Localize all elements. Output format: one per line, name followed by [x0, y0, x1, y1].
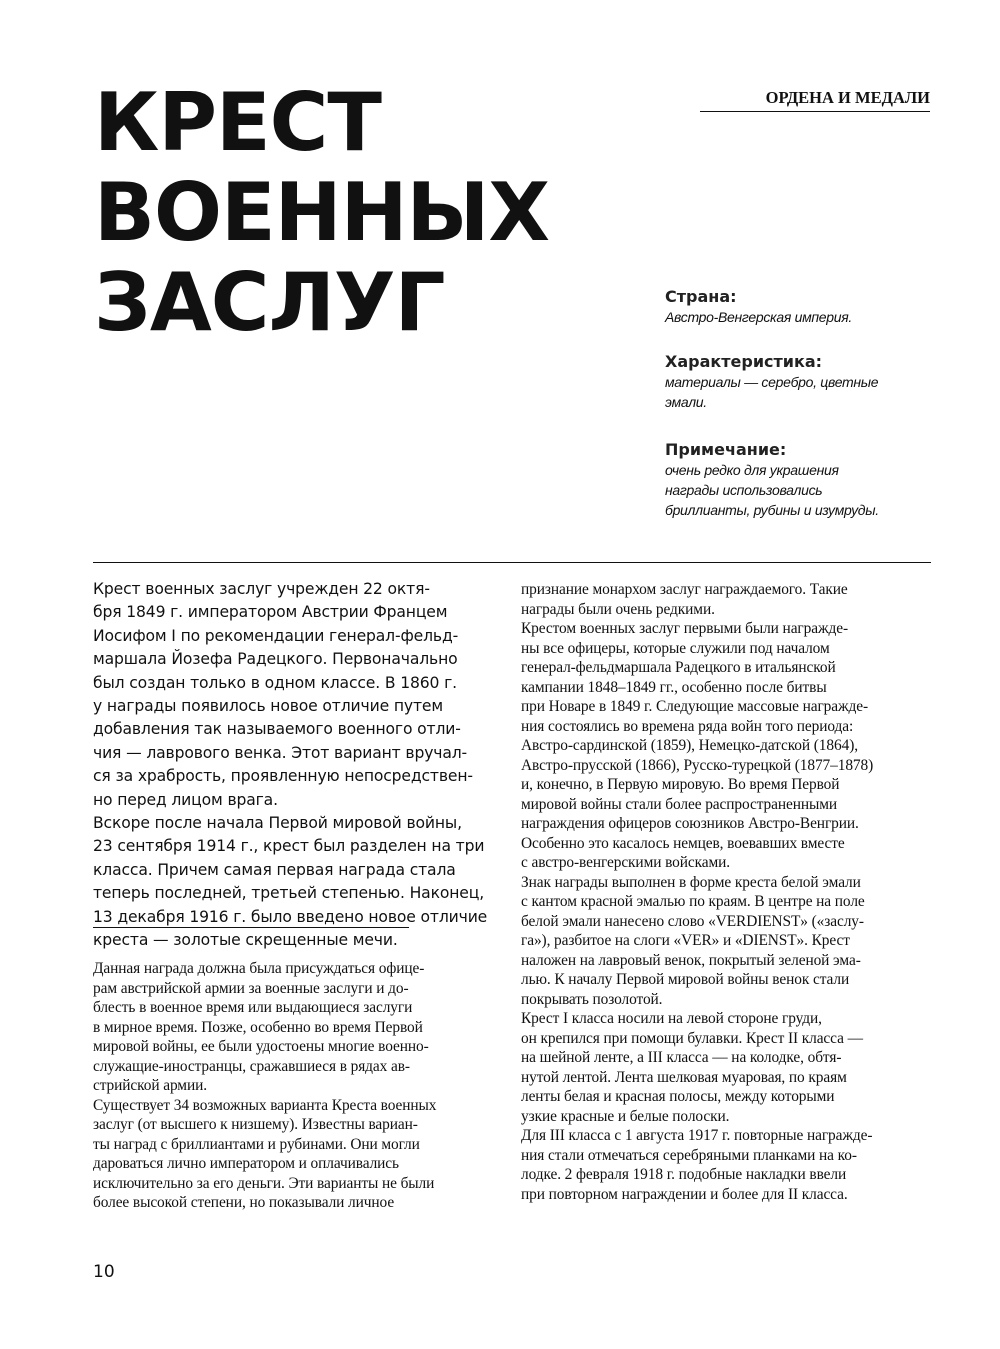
body-line: узкие красные и белые полоски.: [521, 1107, 730, 1125]
body-line: мировой войны стали более распространенными: [521, 795, 838, 813]
lead-divider-rule: [93, 927, 409, 928]
body-line: ты наград с бриллиантами и рубинами. Они могли: [93, 1135, 420, 1153]
body-line: лодке. 2 февраля 1918 г. подобные накладки ввели: [521, 1166, 847, 1183]
fact-heading: Характеристика:: [665, 352, 823, 371]
lead-line: 13 декабря 1916 г. было введено новое отличие: [93, 907, 488, 926]
fact-value: очень редко для украшения: [665, 462, 839, 478]
body-line: Австро-прусской (1866), Русско-турецкой (1877–1878): [521, 756, 874, 774]
lead-line: но перед лицом врага.: [93, 790, 278, 809]
body-line: на шейной ленте, а III класса — на колодке, обтя-: [521, 1049, 842, 1066]
title-line: ВОЕННЫХ: [94, 166, 550, 259]
lead-line: маршала Йозефа Радецкого. Первоначально: [93, 650, 458, 669]
lead-line: класса. Причем самая первая награда стала: [93, 860, 456, 879]
lead-paragraph: [93, 578, 513, 953]
fact-country: [665, 287, 945, 327]
body-line: при Новаре в 1849 г. Следующие массовые награжде-: [521, 698, 869, 715]
body-line: и, конечно, в Первую мировую. Во время Первой: [521, 776, 840, 793]
lead-line: Вскоре после начала Первой мировой войны,: [93, 814, 462, 833]
body-line: награды были очень редкими.: [521, 600, 715, 618]
body-line: нутой лентой. Лента шелковая муаровая, по краям: [521, 1068, 847, 1086]
body-line: Австро-сардинской (1859), Немецко-датской (1864),: [521, 737, 858, 754]
body-line: он крепился при помощи булавки. Крест II класса —: [521, 1029, 863, 1047]
title-line: ЗАСЛУГ: [94, 256, 445, 349]
lead-line: был создан только в одном классе. В 1860 г.: [93, 673, 457, 692]
fact-heading: Страна:: [665, 287, 737, 306]
page-title: [94, 78, 614, 348]
lead-line: 23 сентября 1914 г., крест был разделен на три: [93, 837, 485, 856]
lead-line: Крест военных заслуг учрежден 22 октя-: [93, 580, 430, 598]
body-line: в мирное время. Позже, особенно во время Первой: [93, 1018, 423, 1036]
body-line: ленты белая и красная полосы, между которыми: [521, 1088, 835, 1105]
body-line: мировой войны, ее были удостоены многие военно-: [93, 1038, 429, 1055]
fact-characteristics: [665, 352, 945, 412]
lead-line: креста — золотые скрещенные мечи.: [93, 931, 398, 950]
body-line: покрывать позолотой.: [521, 990, 663, 1008]
fact-note: [665, 440, 945, 520]
body-column-left: [93, 959, 503, 1213]
body-line: Крест I класса носили на левой стороне груди,: [521, 1010, 822, 1027]
body-line: признание монархом заслуг награждаемого. Такие: [521, 581, 848, 598]
body-line: Знак награды выполнен в форме креста белой эмали: [521, 873, 861, 891]
body-line: рам австрийской армии за военные заслуги и до-: [93, 979, 409, 997]
fact-heading: Примечание:: [665, 440, 787, 459]
section-label: ОРДЕНА И МЕДАЛИ: [700, 88, 930, 112]
fact-value: материалы — серебро, цветные: [665, 374, 879, 390]
body-column-right: [521, 580, 941, 1204]
body-line: при повторном награждении и более для II класса.: [521, 1185, 848, 1203]
lead-line: ся за храбрость, проявленную непосредствен-: [93, 767, 473, 786]
fact-value: эмали.: [665, 394, 707, 410]
body-line: с австро-венгерскими войсками.: [521, 854, 731, 871]
body-line: лью. К началу Первой мировой войны венок стали: [521, 971, 850, 988]
body-line: Для III класса с 1 августа 1917 г. повторные награжде-: [521, 1127, 873, 1144]
page-number: 10: [93, 1262, 115, 1282]
body-line: стрийской армии.: [93, 1077, 207, 1094]
lead-line: добавления так называемого военного отли-: [93, 720, 461, 739]
lead-line: Иосифом I по рекомендации генерал-фельд-: [93, 626, 459, 645]
body-line: служащие-иностранцы, сражавшиеся в рядах ав-: [93, 1057, 410, 1075]
body-line: ния состоялись во времена ряда войн того периода:: [521, 717, 854, 735]
body-line: Крестом военных заслуг первыми были награжде-: [521, 620, 848, 637]
fact-value: Австро-Венгерская империя.: [665, 309, 853, 325]
body-line: Существует 34 возможных варианта Креста военных: [93, 1096, 437, 1114]
body-line: Особенно это касалось немцев, воевавших вместе: [521, 834, 845, 852]
body-line: с кантом красной эмалью по краям. В центре на поле: [521, 893, 865, 910]
lead-line: у награды появилось новое отличие путем: [93, 697, 443, 716]
lead-line: бря 1849 г. императором Австрии Францем: [93, 603, 448, 622]
fact-value: бриллианты, рубины и изумруды.: [665, 502, 879, 518]
body-line: ны все офицеры, которые служили под началом: [521, 639, 830, 657]
title-line: КРЕСТ: [94, 76, 381, 169]
body-line: кампании 1848–1849 гг., особенно после битвы: [521, 678, 827, 696]
body-line: га»), разбитое на слоги «VER» и «DIENST». Крест: [521, 932, 850, 949]
body-line: белой эмали нанесено слово «VERDIENST» («заслу-: [521, 912, 864, 930]
body-line: более высокой степени, но показывали личное: [93, 1194, 395, 1211]
body-line: наложен на лавровый венок, покрытый зеленой эма-: [521, 951, 861, 969]
body-line: заслуг (от высшего к низшему). Известны вариан-: [93, 1116, 418, 1133]
fact-value: награды использовались: [665, 482, 823, 498]
body-line: ния стали отмечаться серебряными планками на ко-: [521, 1146, 857, 1164]
lead-line: теперь последней, третьей степенью. Наконец,: [93, 884, 485, 903]
body-line: исключительно за его деньги. Эти варианты не были: [93, 1174, 435, 1192]
body-line: награждения офицеров союзников Австро-Венгрии.: [521, 815, 859, 832]
lead-line: чия — лаврового венка. Этот вариант вручал-: [93, 743, 468, 762]
body-line: блесть в военное время или выдающиеся заслуги: [93, 999, 413, 1016]
body-line: дароваться лично императором и оплачивались: [93, 1155, 399, 1172]
body-line: генерал-фельдмаршала Радецкого в итальянской: [521, 659, 836, 676]
divider-rule: [93, 562, 931, 563]
body-line: Данная награда должна была присуждаться офице-: [93, 960, 425, 977]
